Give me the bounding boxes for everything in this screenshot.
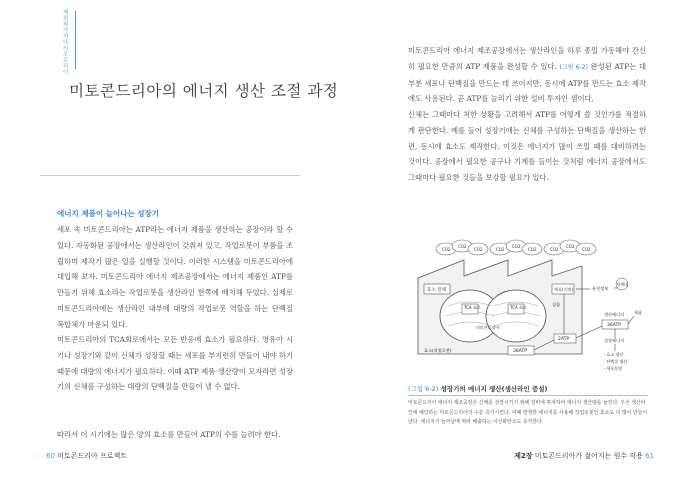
label-work: 제품 bbox=[634, 310, 643, 315]
growth-energy-diagram bbox=[404, 236, 654, 382]
side-accent-line bbox=[75, 11, 76, 69]
label-ribosome: 세포(기관) bbox=[554, 287, 574, 292]
co2-label: CO2 bbox=[582, 247, 591, 252]
co2-label: CO2 bbox=[528, 247, 537, 252]
co2-label: CO2 bbox=[566, 244, 575, 249]
right-paragraph-2: 신체는 그때마다 처한 상황을 고려해서 ATP를 어떻게 쓸 것인가를 적절하게 판단한다. 예를 들어 성장기에는 신체를 구성하는 단백질을 생산하는 한편, 동시에 효소도 제작한다. 이것은 에너지가 많이 쓰일 때를 대비하려는 것이다. 공장에서 필요한 공구나 기계를 들이는 것처럼 에너지 공장에서도 그때마다 필요한 것들을 보강할 필요가 있다. bbox=[408, 110, 646, 183]
co2-label: CO2 bbox=[496, 247, 505, 252]
label-enzyme-left: 효소 전체 bbox=[427, 288, 446, 293]
section-heading: 에너지 제품이 늘어나는 성장기 bbox=[57, 209, 160, 218]
label-tca-2: TCA 회로 bbox=[510, 305, 527, 310]
label-mito: 미토콘드리아 bbox=[476, 325, 500, 330]
page-number-left: 60 bbox=[46, 452, 55, 460]
figure-description: 미토콘드리아 에너지 제조공장은 신체를 성장시키기 위해 설비에 투자하여 에너지 생산량을 늘린다. 우선 생산라인에 해당하는 미토콘드리아의 수를 증가시킨다. 이때 발생한 에너지를 사용해 작업로봇인 효소도 더 많이 만들어 낸다. 에너지가 늘어남에 따라 배출하는 이산화탄소도 증가한다. bbox=[408, 400, 648, 426]
figure-caption-tag: (그림 6-2) bbox=[408, 385, 439, 393]
label-production: 생산에너지 bbox=[604, 312, 625, 317]
label-atp-main: 36ATP bbox=[513, 349, 527, 354]
page-number-right: 61 bbox=[645, 452, 654, 460]
side-chapter-label: 제 원 외 가 지 나 의 조 로 리 이 bbox=[63, 10, 69, 76]
footer-chapter: 제2장 bbox=[514, 452, 533, 460]
figure-reference: (그림 6-2) bbox=[559, 63, 588, 71]
chapter-title: 미토콘드리아의 에너지 생산 조절 과정 bbox=[69, 82, 339, 100]
right-paragraph-1 bbox=[408, 43, 646, 107]
label-out-1: · 효소 생산 bbox=[604, 352, 624, 357]
co2-label: CO2 bbox=[442, 247, 451, 252]
label-growth: 성장에너지 bbox=[604, 338, 625, 343]
co2-label: CO2 bbox=[474, 247, 483, 252]
figure-caption-rule bbox=[408, 395, 648, 396]
footer-right-text: 미토콘드리아가 젊어지는 원수 작용 bbox=[534, 452, 643, 460]
left-paragraph-1: 세포 속 미토콘드리아는 ATP라는 에너지 제품을 생산하는 공장이라 할 수 있다. 자동화된 공장에서는 생산라인이 갖춰져 있고, 작업로봇이 부품을 조립하며 제작기 많은 일을 실행할 것이다. 이러한 시스템을 미토콘드리아에 대입해 보자. 미토콘드리아 에너지 제조공장에서는 에너지 제품인 ATP를 만들기 위해 효소라는 작업로봇을 생산라인 한쪽에 배치해 두었다. 실제로 미토콘드리아에는 생산라인 내부에 대량의 작업로봇 역할을 하는 단백질 복합체가 마운되 있다. bbox=[57, 225, 293, 329]
co2-label: CO2 bbox=[512, 244, 521, 249]
footer-left bbox=[46, 451, 127, 461]
figure-caption-title: 성장기의 에너지 생산(생산라인 증설) bbox=[440, 385, 548, 393]
footer-right bbox=[514, 451, 654, 461]
co2-label: CO2 bbox=[458, 244, 467, 249]
left-paragraph-3: 따라서 이 시기에는 많은 양의 효소를 만들어 ATP의 수를 늘려야 한다. bbox=[57, 430, 281, 439]
label-out-2: · 단백질 생산 bbox=[604, 359, 628, 364]
footer-left-text: 미토콘드리아 프로젝트 bbox=[57, 452, 128, 460]
co2-label: CO2 bbox=[550, 247, 559, 252]
right-paragraph-1b-text: 완성된 ATP는 대부분 세포나 단백질을 만드는 데 쓰이지만, 동시에 ATP를 만드는 효소 제작에도 사용된다. 곧 ATP를 늘리기 위한 설비 투자인 셈이다. bbox=[408, 61, 647, 104]
label-2atp: 2ATP bbox=[558, 337, 570, 342]
left-paragraph-2: 미토콘드리아의 TCA회로에서는 모든 반응에 효소가 필요하다. 영유아 시기나 성장기와 같이 신체가 성장할 때는 세포를 부지런히 만들어 내야 하기 때문에 대량의 에너지가 필요하다. 이때 ATP 제품 생산량이 모자라면 성장기의 신체를 구성하는 대량의 단백질을 만들어 낼 수 없다. bbox=[57, 335, 293, 392]
title-divider bbox=[40, 175, 300, 176]
label-tca-1: TCA 회로 bbox=[464, 305, 481, 310]
label-protein: 단백질 bbox=[617, 282, 629, 287]
label-dna: 유전정보 bbox=[592, 286, 609, 291]
label-build: 집합 bbox=[552, 302, 561, 307]
label-pathway: 효소(작업로봇) bbox=[424, 348, 452, 353]
label-out-3: · 세포분열 bbox=[604, 366, 622, 371]
right-paragraph-1-text: 미토콘드리아 에너지 제조공장에서는 생산라인을 하루 종일 가동해야 간신히 필요한 만큼의 ATP 제품을 완성할 수 있다. bbox=[408, 46, 646, 71]
figure-caption bbox=[408, 384, 548, 393]
label-36atp-right: 36ATP bbox=[607, 323, 621, 328]
